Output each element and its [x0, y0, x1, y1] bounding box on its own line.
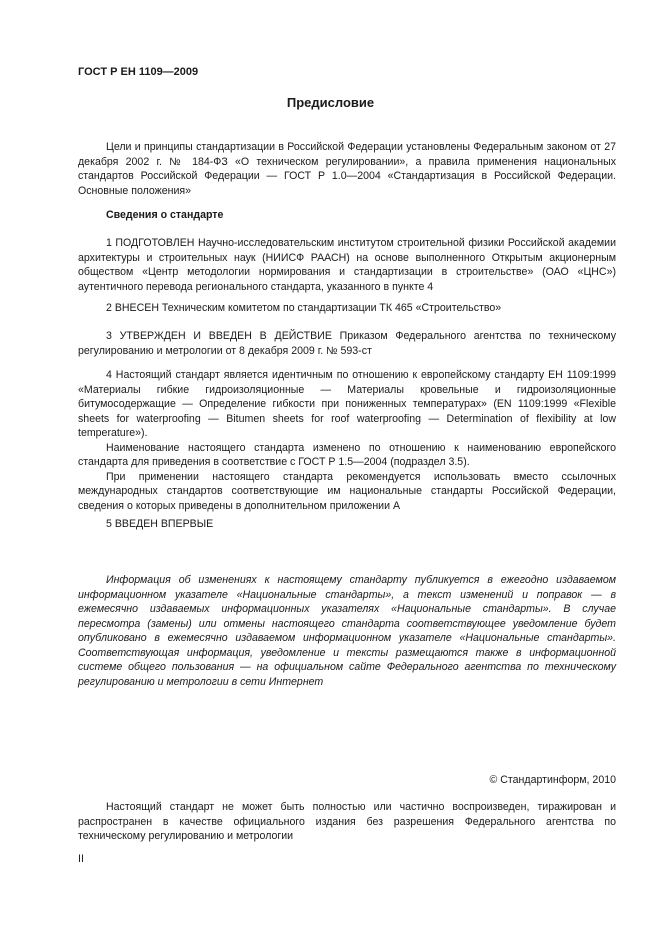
item-1-label: 1 ПОДГОТОВЛЕН	[106, 237, 195, 249]
intro-paragraph	[78, 140, 616, 198]
item-3-text: Приказом Федерального агентства по техническому регулированию и метрологии от 8 декабря 2009 г. № 593-ст	[78, 330, 616, 357]
item-2	[78, 301, 616, 316]
item-4-name-change: Наименование настоящего стандарта изменено по отношению к наименованию европейского стандарта для приведения в соответствие с ГОСТ Р 1.5—2004 (подраздел 3.5).	[78, 441, 616, 468]
copyright-line: © Стандартинформ, 2010	[489, 774, 616, 786]
section-heading: Сведения о стандарте	[106, 209, 224, 221]
item-1-text: Научно-исследовательским институтом строительной физики Российской академии архитектуры и строительных наук (НИИСФ РААСН) на основе выполненного Открытым акционерным обществом «Центр методологии нормирования и стандартизации в строительстве» (ОАО «ЦНС») аутентичного перевода регионального стандарта, указанного в пункте 4	[78, 237, 616, 293]
item-1	[78, 236, 616, 294]
item-5-text: 5 ВВЕДЕН ВПЕРВЫЕ	[106, 518, 214, 530]
item-4-text: Настоящий стандарт является идентичным по отношению к европейскому стандарту ЕН 1109:1999 «Материалы гибкие гидроизоляционные — Материалы кровельные и гидроизоляционные битумосодержащие — Определение гибкости при пониженных температурах» (EN 1109:1999 «Flexible sheets for waterproofing — Bitumen sheets for roof waterproofing — Determination of flexibility at low temperature»).	[78, 369, 616, 439]
item-4-reference-note: При применении настоящего стандарта рекомендуется использовать вместо ссылочных международных стандартов соответствующие им национальные стандарты Российской Федерации, сведения о которых приведены в дополнительном приложении А	[78, 470, 616, 512]
info-notice-block	[78, 573, 616, 689]
info-notice-text: Информация об изменениях к настоящему стандарту публикуется в ежегодно издаваемом информационном указателе «Национальные стандарты», а текст изменений и поправок — в ежемесячно издаваемых информационных указателях «Национальные стандарты». В случае пересмотра (замены) или отмены настоящего стандарта соответствующее уведомление будет опубликовано в ежемесячно издаваемом информационном указателе «Национальные стандарты». Соответствующая информация, уведомление и тексты размещаются также в информационной системе общего пользования — на официальном сайте Федерального агентства по техническому регулированию и метрологии в сети Интернет	[78, 574, 616, 688]
item-3-label: 3 УТВЕРЖДЕН И ВВЕДЕН В ДЕЙСТВИЕ	[106, 330, 332, 342]
item-3	[78, 329, 616, 358]
item-4-label: 4	[106, 369, 112, 381]
item-4	[78, 368, 616, 513]
document-id-header: ГОСТ Р ЕН 1109—2009	[78, 66, 199, 78]
item-5	[78, 517, 616, 532]
page-title: Предисловие	[286, 95, 375, 110]
intro-text: Цели и принципы стандартизации в Российской Федерации установлены Федеральным законом от 27 декабря 2002 г. № 184-ФЗ «О техническом регулировании», а правила применения национальных стандартов Российской Федерации — ГОСТ Р 1.0—2004 «Стандартизация в Российской Федерации. Основные положения»	[78, 141, 616, 197]
item-2-label: 2 ВНЕСЕН	[106, 302, 159, 314]
reproduction-notice-block	[78, 800, 616, 844]
page-number: II	[78, 853, 84, 865]
section-heading-block	[78, 208, 616, 223]
item-2-text: Техническим комитетом по стандартизации ТК 465 «Строительство»	[158, 302, 502, 314]
reproduction-notice-text: Настоящий стандарт не может быть полностью или частично воспроизведен, тиражирован и распространен в качестве официального издания без разрешения Федерального агентства по техническому регулированию и метрологии	[78, 801, 616, 842]
